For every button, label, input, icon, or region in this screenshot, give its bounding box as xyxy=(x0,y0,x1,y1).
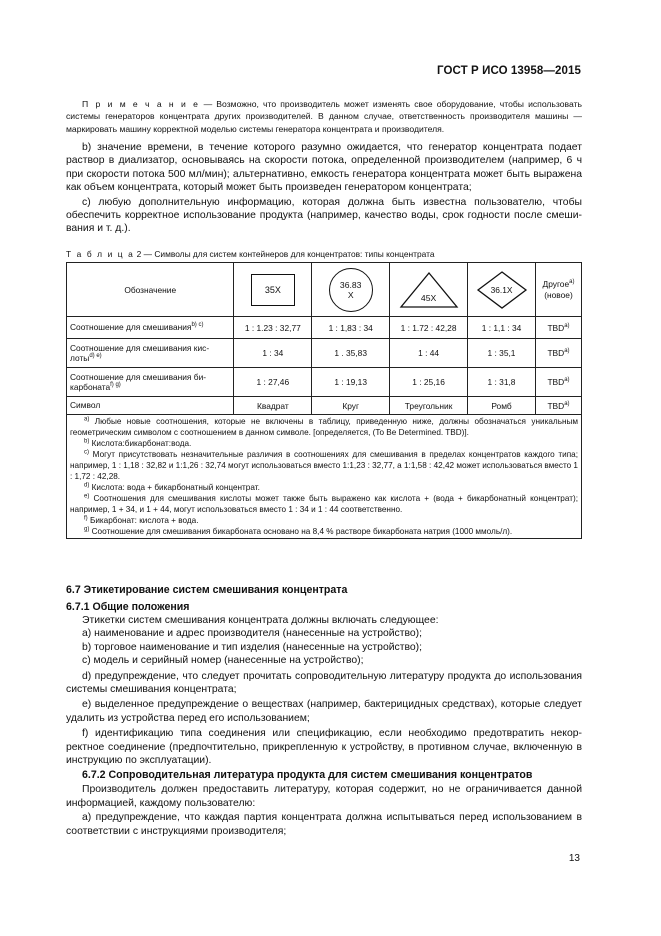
cell-other xyxy=(535,317,581,339)
table-row xyxy=(67,368,582,397)
circle-symbol xyxy=(329,268,373,312)
cell-other-text: TBD xyxy=(547,400,565,411)
list-item: a) предупреждение, что каждая партия концентрата должна испытываться перед использованием в соответствии с инструкциями производителя; xyxy=(66,812,582,837)
triangle-symbol-cell xyxy=(390,263,468,317)
item-c: c) любую дополнительную информацию, которая должна быть известна пользователю, чтобы обеспечить корректное использование продукта (например, качество воды, срок годности после смешивания и т. д.). xyxy=(66,196,582,235)
note-prefix: П р и м е ч а н и е xyxy=(82,99,200,109)
row-label-text: Соотношение для смешивания бикарбоната xyxy=(70,371,207,392)
other-label-sup: a) xyxy=(569,278,575,285)
footnote xyxy=(70,438,578,449)
row-label-text: Символ xyxy=(70,400,101,411)
footnote xyxy=(70,449,578,482)
list-item: d) предупреждение, что следует прочитать сопроводительную литературу продукта до использования системы смешивания концентрата; xyxy=(66,670,582,696)
footnote-mark: d) xyxy=(84,482,90,489)
other-label-1: Другое xyxy=(542,278,570,289)
row-label xyxy=(67,397,234,415)
cell-other-text: TBD xyxy=(547,377,565,387)
cell-other-text: TBD xyxy=(547,348,565,358)
table-footnotes-row xyxy=(67,415,582,539)
other-symbol-cell xyxy=(535,263,581,317)
row-label-sup: f) g) xyxy=(110,382,121,389)
footnote-mark: b) xyxy=(84,438,90,445)
row-label-text: Соотношение для смешивания кислоты xyxy=(70,342,210,363)
section-title: 6.7 Этикетирование систем смешивания концентрата xyxy=(66,584,348,596)
footnote xyxy=(70,482,578,493)
cell-square: 1 : 1.23 : 32,77 xyxy=(234,317,312,339)
cell-square: 1 : 34 xyxy=(234,339,312,368)
circle-symbol-cell xyxy=(312,263,390,317)
cell-triangle: 1 : 1.72 : 42,28 xyxy=(390,317,468,339)
cell-triangle: 1 : 44 xyxy=(390,339,468,368)
footnote-mark: f) xyxy=(84,515,88,522)
cell-other-sup: a) xyxy=(564,377,570,384)
table-row xyxy=(67,339,582,368)
section-6-7 xyxy=(66,584,582,838)
item-b: b) значение времени, в течение которого разумно ожидается, что генератор концентрата подает раствор в диализатор, основываясь на скорости потока, определенной производителем (например, 6 ч при скорости потока 500 мл/мин); альтернативно, емкость генератора концентрата может быть выражена как объем концентрата, который может быть произведен генератором концентрата; xyxy=(66,142,582,194)
cell-square: 1 : 27,46 xyxy=(234,368,312,397)
table-header-row xyxy=(67,263,582,317)
row-label-text: Соотношение для смешивания xyxy=(70,322,192,333)
cell-square: Квадрат xyxy=(234,397,312,415)
footnote xyxy=(70,416,578,438)
footnote-text: Бикарбонат: кислота + вода. xyxy=(87,516,199,525)
footnote-text: Кислота:бикарбонат:вода. xyxy=(89,439,192,448)
cell-circle: 1 . 35,83 xyxy=(312,339,390,368)
diamond-symbol-label: 36.1X xyxy=(490,284,513,295)
table-row xyxy=(67,397,582,415)
footnote-mark: g) xyxy=(84,526,90,533)
square-symbol-label: 35X xyxy=(264,284,281,295)
triangle-symbol xyxy=(399,271,459,309)
cell-other xyxy=(535,368,581,397)
cell-diamond: 1 : 35,1 xyxy=(468,339,536,368)
footnote xyxy=(70,493,578,515)
cell-triangle: 1 : 25,16 xyxy=(390,368,468,397)
triangle-symbol-label: 45X xyxy=(420,292,437,303)
note-paragraph xyxy=(66,98,582,135)
circle-symbol-label-2: X xyxy=(347,289,354,300)
cell-diamond: 1 : 1,1 : 34 xyxy=(468,317,536,339)
cell-diamond: 1 : 31,8 xyxy=(468,368,536,397)
subsection-title: 6.7.1 Общие положения xyxy=(66,601,190,613)
square-symbol xyxy=(251,274,295,306)
document-header: ГОСТ Р ИСО 13958—2015 xyxy=(436,65,581,77)
cell-other-text: TBD xyxy=(547,322,565,333)
cell-other xyxy=(535,339,581,368)
row-label xyxy=(67,339,234,368)
footnote-text: Соотношение для смешивания бикарбоната основано на 8,4 % растворе бикарбоната натрия (1000 ммоль/л). xyxy=(89,527,513,536)
list-item: b) торговое наименование и тип изделия (нанесенные на устройство); xyxy=(82,641,423,653)
symbols-table xyxy=(66,262,582,539)
section-intro: Производитель должен предоставить литературу, которая содержит, но не ограничивается данной информацией, каждому пользователю: xyxy=(66,784,582,809)
square-symbol-cell xyxy=(234,263,312,317)
table-caption xyxy=(66,249,582,259)
cell-triangle: Треугольник xyxy=(390,397,468,415)
footnote xyxy=(70,515,578,526)
other-label-2: (новое) xyxy=(544,289,573,300)
cell-diamond: Ромб xyxy=(468,397,536,415)
footnote-mark: a) xyxy=(84,416,90,423)
cell-other xyxy=(535,397,581,415)
footnote-text: Любые новые соотношения, которые не включены в таблицу, приведенную ниже, должны обозначаться уникальным геометрическим символом с соотношением в данном символе. [определяется, (To Be Determined. TBD)]. xyxy=(70,417,578,437)
table-caption-prefix: Т а б л и ц а xyxy=(66,249,135,259)
row-label-sup: d) e) xyxy=(89,353,102,360)
section-intro: Этикетки систем смешивания концентрата должны включать следующее: xyxy=(82,615,439,626)
table-row xyxy=(67,317,582,339)
list-item: f) идентификацию типа соединения или спецификацию, если необходимо предотвратить некорректное соединение (предпочтительно, прикрепленную к устройству, в противном случае, включенную в инструкцию по эксплуатации). xyxy=(66,728,582,767)
row-label xyxy=(67,368,234,397)
note-text: — Возможно, что производитель может изменять свое оборудование, чтобы использовать системы генераторов концентрата других производителей. В данном случае, ответственность производителя машины — маркировать машину корректной моделью системы генератора концентрата и производителя. xyxy=(66,99,582,134)
footnote-text: Соотношения для смешивания кислоты может также быть выражено как кислота + (вода + бикарбонатный концентрат); например, 1 + 34, и 1 + 44, могут использоваться вместо 1 : 34 и 1 : 44 соответственно. xyxy=(70,494,578,514)
cell-other-sup: a) xyxy=(564,348,570,355)
table-caption-text: 2 — Символы для систем контейнеров для концентратов: типы концентрата xyxy=(134,249,435,259)
list-item: a) наименование и адрес производителя (нанесенные на устройство); xyxy=(82,628,423,640)
diamond-symbol-cell xyxy=(468,263,536,317)
list-item: e) выделенное предупреждение о веществах (например, бактерицидных средствах), которые следует удалить из устройства перед его использованием; xyxy=(66,699,582,724)
row-label xyxy=(67,317,234,339)
circle-symbol-label-1: 36.83 xyxy=(339,279,362,290)
list-item: c) модель и серийный номер (нанесенные на устройство); xyxy=(82,655,364,667)
cell-circle: 1 : 1,83 : 34 xyxy=(312,317,390,339)
cell-circle: 1 : 19,13 xyxy=(312,368,390,397)
cell-circle: Круг xyxy=(312,397,390,415)
footnote-mark: e) xyxy=(84,493,90,500)
row-label-sup: b) c) xyxy=(191,322,204,329)
footnote xyxy=(70,526,578,537)
column-header-designation: Обозначение xyxy=(67,263,234,317)
footnote-text: Могут присутствовать незначительные различия в соотношениях для смешивания в пределах концентратов каждого типа; например, 1 : 1,18 : 32,82 и 1:1,26 : 32,74 могут использоваться вместо 1:1,23 : 32,77, а 1:1,58 : 42,42 может использоваться вместо 1 : 1,72 : 42,28. xyxy=(70,450,578,481)
cell-other-sup: a) xyxy=(564,322,570,329)
subsection-title: 6.7.2 Сопроводительная литература продукта для систем смешивания концентратов xyxy=(82,769,533,782)
table-footnotes xyxy=(67,415,582,539)
footnote-mark: c) xyxy=(84,449,89,456)
cell-other-sup: a) xyxy=(564,400,570,407)
footnote-text: Кислота: вода + бикарбонатный концентрат. xyxy=(89,483,260,492)
items-top xyxy=(66,141,582,236)
diamond-symbol xyxy=(476,270,528,310)
page-number: 13 xyxy=(568,853,580,864)
